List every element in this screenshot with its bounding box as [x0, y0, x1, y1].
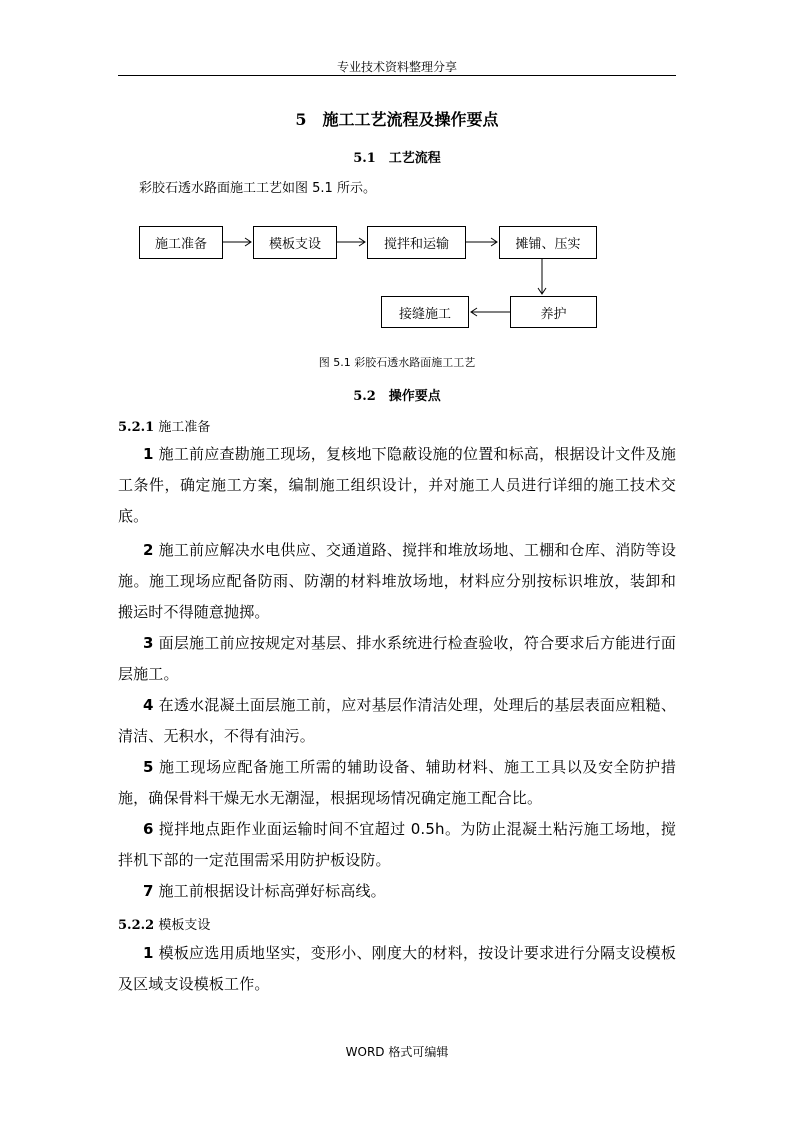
- flow-step-mixing: 搅拌和运输: [367, 226, 466, 259]
- item-text: 施工现场应配备施工所需的辅助设备、辅助材料、施工工具以及安全防护措施，确保骨料干燥无水无潮湿，根据现场情况确定施工配合比。: [118, 758, 676, 807]
- paragraph: [118, 628, 676, 690]
- item-number: 1: [143, 944, 154, 962]
- item-number: 7: [143, 882, 154, 900]
- page-header: 专业技术资料整理分享: [336, 60, 457, 74]
- item-text: 施工前根据设计标高弹好标高线。: [158, 882, 386, 900]
- item-text: 面层施工前应按规定对基层、排水系统进行检查验收，符合要求后方能进行面层施工。: [118, 634, 677, 683]
- item-text: 施工前应查勘施工现场，复核地下隐蔽设施的位置和标高，根据设计文件及施工条件，确定施工方案，编制施工组织设计，并对施工人员进行详细的施工技术交底。: [118, 445, 677, 525]
- flow-step-paving: 摊铺、压实: [499, 226, 597, 259]
- subsection-title: 施工准备: [158, 420, 211, 435]
- subsection-title: 模板支设: [158, 918, 211, 933]
- item-number: 5: [143, 758, 154, 776]
- item-text: 在透水混凝土面层施工前，应对基层作清洁处理，处理后的基层表面应粗糙、清洁、无积水，不得有油污。: [118, 696, 677, 745]
- paragraph: [118, 535, 676, 628]
- page-footer: WORD 格式可编辑: [345, 1045, 449, 1059]
- subsection-number: 5.2.1: [118, 420, 155, 435]
- subsection-number: 5.2.2: [118, 918, 155, 933]
- paragraph: [118, 439, 676, 532]
- paragraph: [118, 938, 676, 1000]
- flow-step-curing: 养护: [510, 296, 597, 328]
- item-text: 搅拌地点距作业面运输时间不宜超过 0.5h。为防止混凝土粘污施工场地，搅拌机下部的一定范围需采用防护板设防。: [118, 820, 676, 869]
- item-number: 3: [143, 634, 154, 652]
- paragraph: [118, 690, 676, 752]
- item-number: 4: [143, 696, 154, 714]
- item-number: 2: [143, 541, 154, 559]
- flow-step-joints: 接缝施工: [381, 296, 469, 328]
- item-number: 6: [143, 820, 154, 838]
- item-text: 模板应选用质地坚实，变形小、刚度大的材料，按设计要求进行分隔支设模板及区域支设模板工作。: [118, 944, 677, 993]
- flow-step-formwork: 模板支设: [253, 226, 337, 259]
- item-number: 1: [143, 445, 154, 463]
- intro-text: 彩胶石透水路面施工工艺如图 5.1 所示。: [139, 181, 376, 196]
- flow-step-prepare: 施工准备: [139, 226, 223, 259]
- paragraph: [118, 752, 676, 814]
- subsection-5-2-1: [118, 416, 210, 435]
- paragraph: [118, 876, 676, 907]
- section-5-2-title: 5.2 操作要点: [353, 389, 441, 404]
- item-text: 施工前应解决水电供应、交通道路、搅拌和堆放场地、工棚和仓库、消防等设施。施工现场应配备防雨、防潮的材料堆放场地，材料应分别按标识堆放，装卸和搬运时不得随意抛掷。: [118, 541, 677, 621]
- chapter-title: 5 施工工艺流程及操作要点: [295, 110, 499, 129]
- section-5-1-title: 5.1 工艺流程: [353, 151, 441, 166]
- subsection-5-2-2: [118, 914, 210, 933]
- figure-caption: 图 5.1 彩胶石透水路面施工工艺: [318, 356, 476, 369]
- paragraph: [118, 814, 676, 876]
